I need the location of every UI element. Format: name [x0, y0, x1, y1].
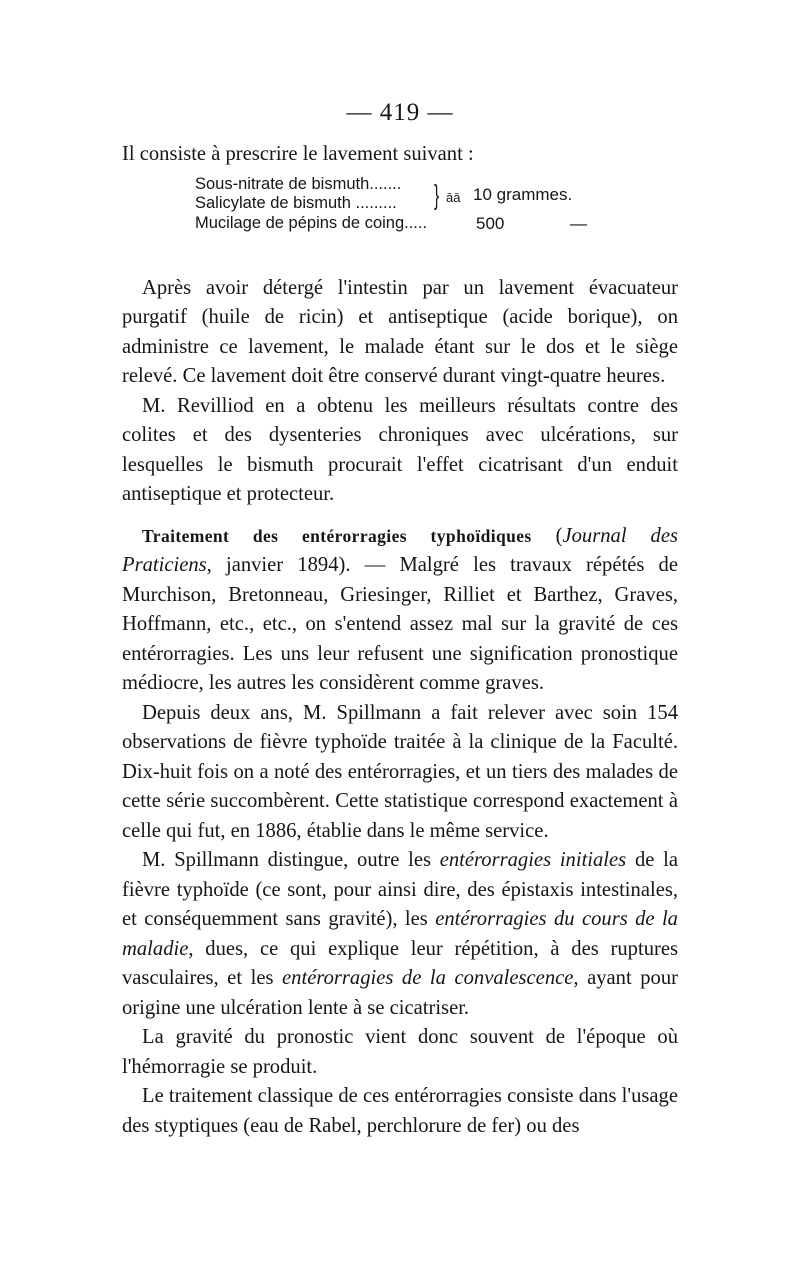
ingredient-2: Salicylate de bismuth ......... [195, 193, 397, 212]
section-heading: Traitement des entérorragies typhoïdiques [142, 525, 532, 546]
ingredient-1: Sous-nitrate de bismuth....... [195, 174, 402, 193]
paragraph-5: La gravité du pronostic vient donc souvent de l'époque où l'hémorragie se produit. [122, 1026, 678, 1078]
source-open: ( [531, 524, 563, 547]
intro-line: Il consiste à prescrire le lavement suivant : [122, 143, 474, 165]
section-paragraph [122, 522, 678, 699]
p4-italic-1: entérorragies initiales [439, 849, 627, 871]
p4-text-4: , ayant pour origine une ulcération lente à se cicatriser. [122, 967, 679, 1019]
brace-symbol: } [434, 178, 440, 210]
p4-italic-3: entérorragies de la convalescence [282, 967, 574, 989]
p4-italic-2: entérorragies du cours de la maladie [122, 908, 678, 960]
text-column [122, 140, 678, 1141]
page-number: — 419 — [346, 99, 454, 126]
p4-text-2: de la fièvre typhoïde (ce sont, pour ainsi dire, des épistaxis intestinales, et conséquemment sans gravité), les [122, 849, 678, 930]
paragraph-4 [122, 846, 678, 1023]
p4-text-1: M. Spillmann distingue, outre les [142, 849, 440, 871]
section-text: Malgré les travaux répétés de Murchison, Bretonneau, Griesinger, Rilliet et Barthez, Graves, Hoffmann, etc., etc., on s'entend assez mal sur la gravité de ces entérorragies. Les uns leur refusent une signification pronostique médiocre, les autres les considèrent comme graves. [122, 554, 678, 694]
paragraph-6: Le traitement classique de ces entérorragies consiste dans l'usage des styptiques (eau de Rabel, perchlorure de fer) ou des [122, 1085, 678, 1137]
ana-abbreviation: āā [446, 189, 461, 205]
quantity-2-dash: — [570, 213, 587, 233]
source-date: , janvier 1894). — [206, 554, 400, 576]
prescription-block [122, 175, 678, 265]
paragraph-1: Après avoir détergé l'intestin par un lavement évacuateur purgatif (huile de ricin) et antiseptique (acide borique), on administre ce lavement, le malade étant sur le dos et le siège relevé. Ce lavement doit être conservé durant vingt-quatre heures. [122, 276, 678, 387]
source-journal: Journal des Praticiens [122, 524, 678, 576]
p4-text-3: , dues, ce qui explique leur répétition, à des ruptures vasculaires, et les [122, 937, 678, 989]
ingredient-3: Mucilage de pépins de coing..... [195, 213, 428, 232]
quantity-2: 500 [476, 213, 505, 233]
quantity-1: 10 grammes. [473, 184, 573, 204]
paragraph-2: M. Revilliod en a obtenu les meilleurs résultats contre des colites et des dysenteries chroniques avec ulcérations, sur lesquelles le bismuth procurait l'effet cicatrisant d'un enduit antiseptique et protecteur. [122, 394, 678, 505]
paragraph-3: Depuis deux ans, M. Spillmann a fait relever avec soin 154 observations de fièvre typhoïde traitée à la clinique de la Faculté. Dix-huit fois on a noté des entérorragies, et un tiers des malades de cette série succombèrent. Cette statistique correspond exactement à celle qui fut, en 1886, établie dans le même service. [122, 701, 678, 842]
